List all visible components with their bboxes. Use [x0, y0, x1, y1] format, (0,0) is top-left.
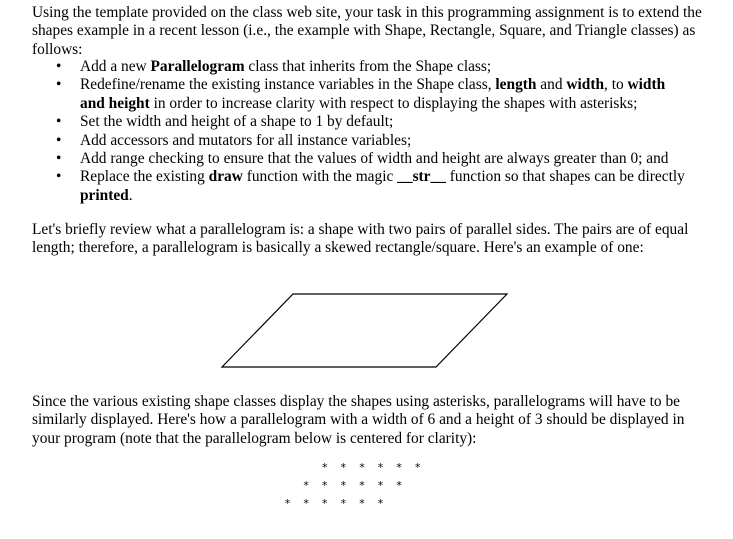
intro-paragraph: Using the template provided on the class web site, your task in this programming assignment is to extend the shapes example in a recent lesson (i.e., the example with Shape, Rectangle, Square, and Triangle classes) as follows:	[32, 4, 702, 58]
asterisk-mark: *	[359, 461, 365, 474]
parallelogram-figure	[216, 288, 516, 372]
requirements-list	[56, 58, 706, 205]
asterisk-mark: *	[359, 479, 365, 492]
asterisk-mark: *	[322, 479, 328, 492]
asterisk-mark: *	[340, 497, 347, 510]
asterisk-mark: *	[322, 461, 328, 474]
asterisk-parallelogram	[0, 462, 733, 522]
asterisk-mark: *	[377, 461, 384, 474]
asterisk-mark: *	[340, 479, 347, 492]
bullet-icon: •	[56, 168, 62, 186]
asterisk-mark: *	[322, 497, 328, 510]
asterisk-mark: *	[377, 479, 384, 492]
parallelogram-outline	[222, 294, 507, 367]
review-paragraph: Let's briefly review what a parallelogram is: a shape with two pairs of parallel sides. The pairs are of equal length; therefore, a parallelogram is basically a skewed rectangle/square. Here's an example of one:	[32, 221, 689, 257]
list-item: • Redefine/rename the existing instance variables in the Shape class, length and width, to width and height in order to increase clarity with respect to displaying the shapes with asterisks;	[56, 76, 666, 112]
asterisk-mark: *	[303, 479, 309, 492]
bullet-icon: •	[56, 150, 62, 168]
asterisk-mark: *	[340, 461, 347, 474]
asterisk-mark: *	[415, 461, 421, 474]
list-item: • Add range checking to ensure that the values of width and height are always greater than 0; and	[56, 150, 669, 168]
asterisk-mark: *	[396, 479, 402, 492]
list-item: • Add accessors and mutators for all instance variables;	[56, 131, 412, 149]
list-item: • Add a new Parallelogram class that inherits from the Shape class;	[56, 58, 492, 75]
asterisk-mark: *	[377, 497, 384, 510]
asterisk-mark: *	[396, 461, 402, 474]
bullet-icon: •	[56, 113, 62, 131]
bullet-icon: •	[56, 131, 62, 149]
since-paragraph: Since the various existing shape classes display the shapes using asterisks, parallelograms will have to be similarly displayed. Here's how a parallelogram with a width of 6 and a height of 3 should be displayed in your program (note that the parallelogram below is centered for clarity):	[32, 393, 685, 447]
bullet-icon: •	[56, 76, 62, 94]
bullet-icon: •	[56, 58, 62, 75]
asterisk-mark: *	[303, 497, 309, 510]
asterisk-mark: *	[284, 497, 291, 510]
list-item: • Set the width and height of a shape to 1 by default;	[56, 113, 394, 131]
asterisk-mark: *	[359, 497, 365, 510]
list-item: • Replace the existing draw function with the magic __str__ function so that shapes can be directly printed.	[56, 168, 685, 204]
